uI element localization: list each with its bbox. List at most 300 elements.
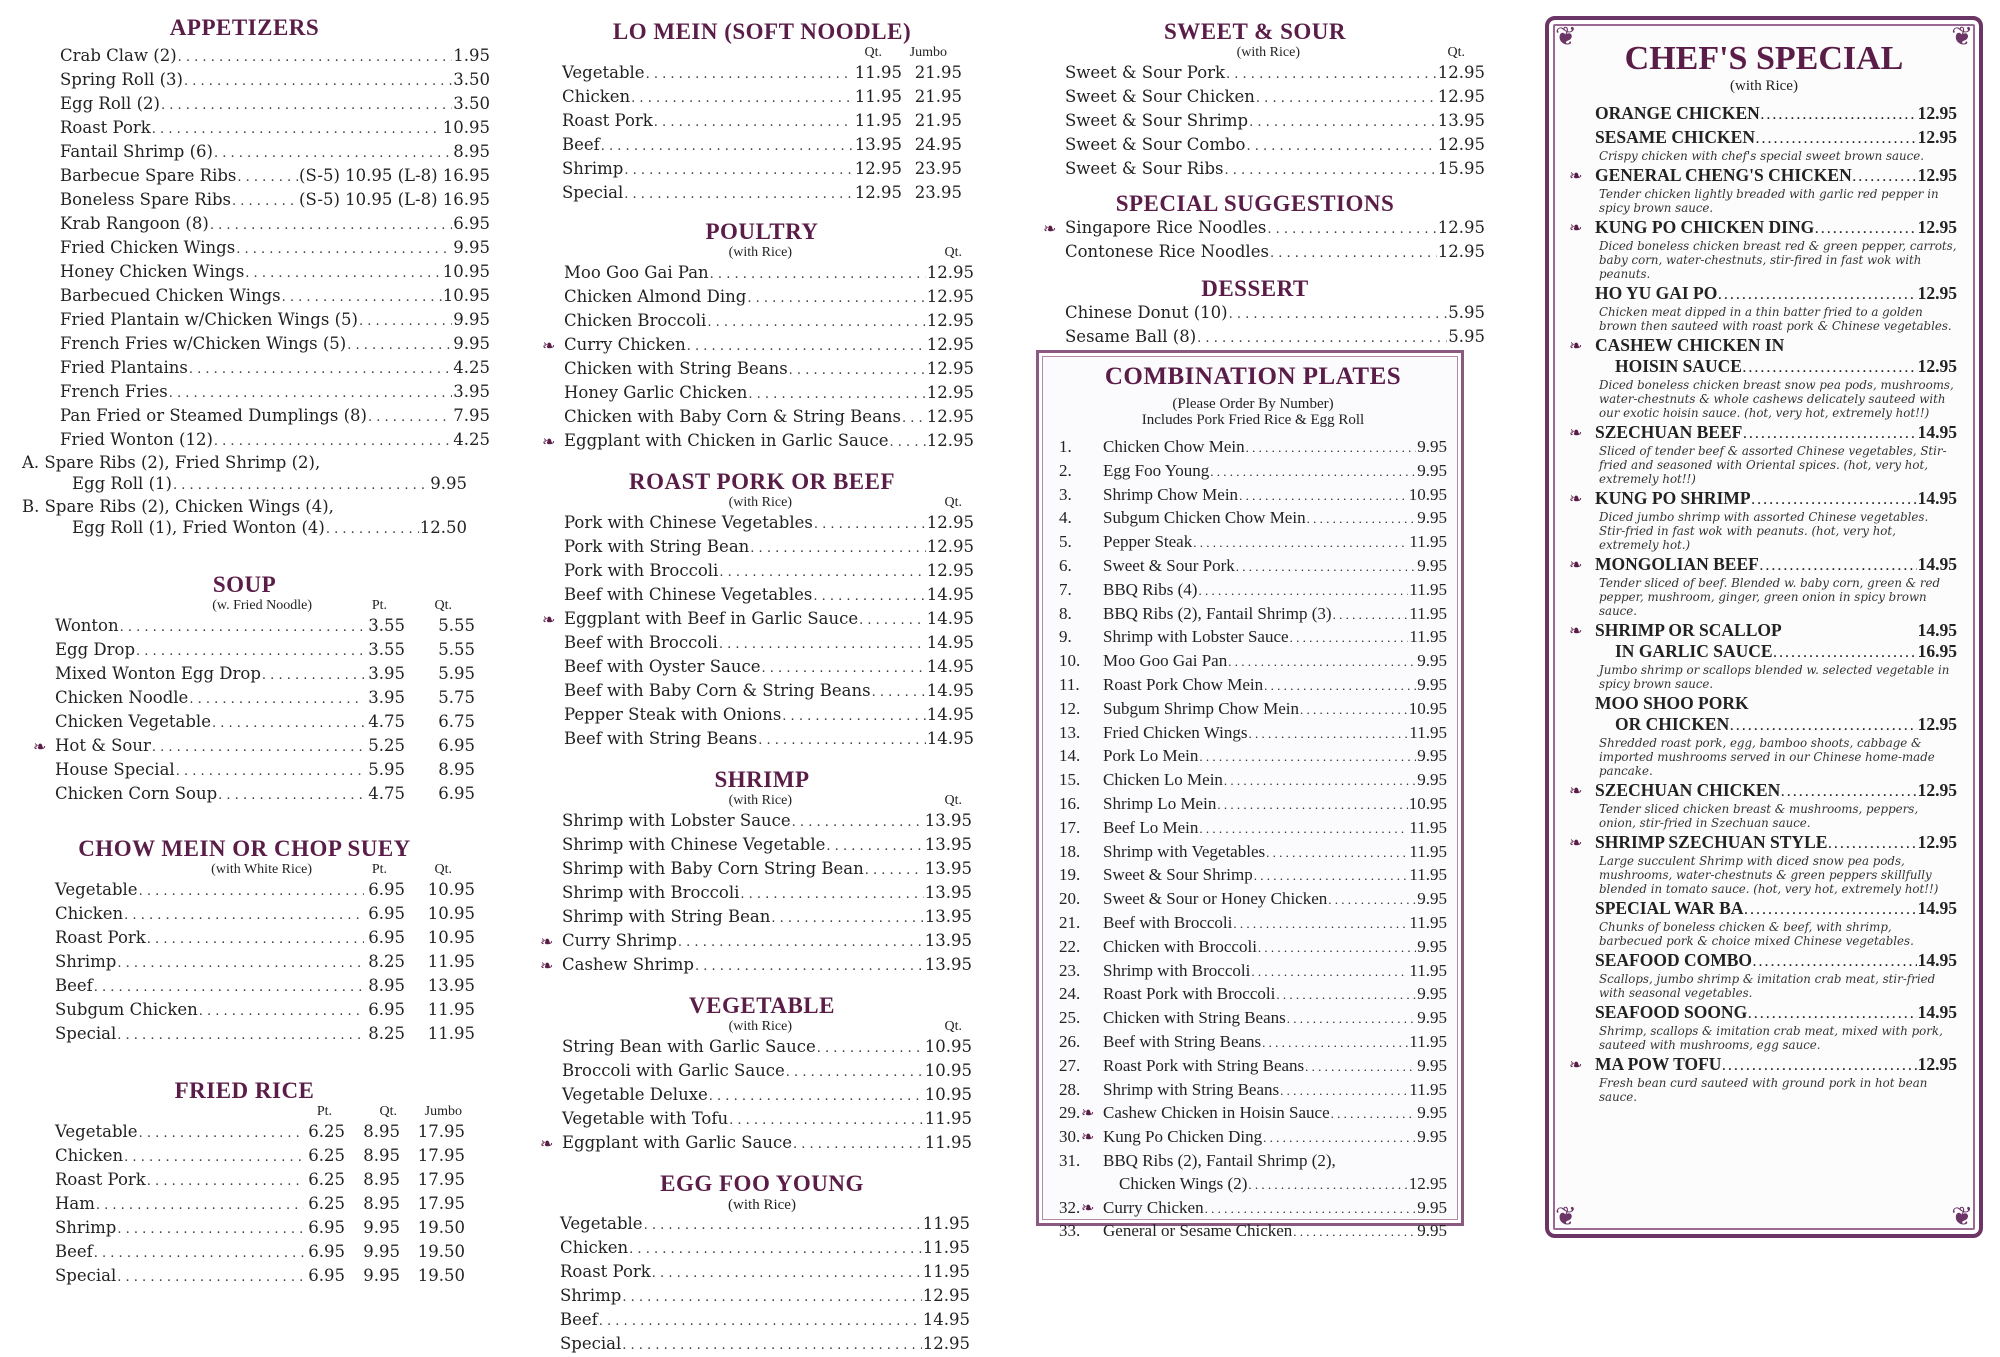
chef-special-item bbox=[1569, 488, 1957, 552]
chef-special-item bbox=[1569, 780, 1957, 830]
combo-item bbox=[1059, 1102, 1447, 1126]
menu-item bbox=[55, 663, 475, 687]
roast-pork-beef-col-qt: Qt. bbox=[944, 495, 962, 510]
dot-leader bbox=[189, 359, 452, 381]
combo-item bbox=[1059, 983, 1447, 1007]
hot-pepper-icon: ❧ bbox=[1569, 833, 1583, 852]
item-name: Pork with Chinese Vegetables bbox=[564, 513, 813, 532]
sweet-sour-col-qt: Qt. bbox=[1447, 45, 1465, 60]
combo-item bbox=[1059, 531, 1447, 555]
combo-name: Beef with String Beans bbox=[1103, 1031, 1262, 1051]
item-price: 10.95 bbox=[427, 880, 475, 899]
combo-b-line1: B. Spare Ribs (2), Chicken Wings (4), bbox=[22, 497, 334, 516]
menu-item bbox=[1065, 62, 1485, 86]
menu-item bbox=[55, 1265, 465, 1289]
menu-item bbox=[562, 158, 962, 182]
soup-list bbox=[22, 615, 475, 807]
menu-item bbox=[564, 656, 974, 680]
hot-pepper-icon: ❧ bbox=[1569, 336, 1583, 355]
combo-number: 33. bbox=[1059, 1221, 1081, 1241]
dot-leader bbox=[1258, 937, 1416, 960]
dot-leader bbox=[782, 706, 925, 728]
fried-rice-col-qt: Qt. bbox=[379, 1104, 397, 1119]
item-prices bbox=[305, 1145, 465, 1167]
menu-item bbox=[564, 680, 974, 704]
combo-item bbox=[1059, 841, 1447, 865]
dot-leader bbox=[1228, 651, 1416, 674]
lo-mein-col-jumbo: Jumbo bbox=[909, 45, 947, 60]
dot-leader bbox=[622, 1287, 921, 1309]
item-price: 8.95 bbox=[363, 1122, 400, 1141]
combo-number: 32. bbox=[1059, 1197, 1081, 1217]
item-price: 9.95 bbox=[363, 1242, 400, 1261]
item-name: Roast Pork bbox=[55, 1170, 146, 1189]
chef-item-head bbox=[1595, 166, 1957, 187]
combo-name: Chicken with String Beans bbox=[1103, 1008, 1286, 1028]
combo-name: Shrimp with Broccoli bbox=[1103, 960, 1251, 980]
combo-b-line2: Egg Roll (1), Fried Wonton (4) bbox=[72, 518, 325, 537]
dot-leader bbox=[793, 1134, 924, 1156]
dot-leader bbox=[1198, 580, 1408, 603]
dot-leader bbox=[214, 431, 452, 453]
item-name: Beef with Broccoli bbox=[564, 633, 718, 652]
menu-item bbox=[564, 512, 974, 536]
menu-item bbox=[564, 310, 974, 334]
dot-leader bbox=[1225, 160, 1437, 182]
chef-item-name: SHRIMP OR SCALLOP bbox=[1595, 620, 1782, 640]
menu-item bbox=[60, 261, 490, 285]
combo-item bbox=[1059, 1197, 1447, 1221]
chef-item-price: 12.95 bbox=[1917, 283, 1957, 303]
dot-leader bbox=[1300, 699, 1408, 722]
item-price: 11.95 bbox=[427, 1000, 475, 1019]
appetizers-list bbox=[22, 45, 490, 453]
dot-leader bbox=[161, 95, 452, 117]
hot-pepper-icon: ❧ bbox=[542, 336, 556, 355]
item-name: Roast Pork bbox=[562, 111, 653, 130]
chef-item-price: 12.95 bbox=[1917, 217, 1957, 237]
menu-item bbox=[540, 1132, 972, 1156]
item-price: 3.95 bbox=[368, 664, 405, 683]
menu-item bbox=[55, 1023, 475, 1047]
combo-name-line2: Chicken Wings (2) bbox=[1119, 1173, 1248, 1193]
item-price: 4.25 bbox=[453, 358, 490, 377]
chef-item-description: Fresh bean curd sauteed with ground pork in hot bean sauce. bbox=[1599, 1076, 1928, 1104]
item-price: 14.95 bbox=[926, 633, 974, 652]
item-price: 8.25 bbox=[368, 1024, 405, 1043]
roast-pork-beef-subtitle: (with Rice) bbox=[728, 495, 792, 510]
chef-item-description: Shredded roast pork, egg, bamboo shoots, cabbage & imported mushrooms served in our Chinese home-made pancake. bbox=[1599, 736, 1935, 778]
item-price: 12.95 bbox=[926, 263, 974, 282]
poultry-subtitle: (with Rice) bbox=[728, 245, 792, 260]
chef-item-price: 12.95 bbox=[1917, 103, 1957, 123]
combo-number: 7. bbox=[1059, 579, 1072, 599]
combo-item bbox=[1059, 888, 1447, 912]
item-price: 3.50 bbox=[453, 70, 490, 89]
lo-mein-col-qt: Qt. bbox=[864, 45, 882, 60]
combo-number: 24. bbox=[1059, 984, 1081, 1004]
hot-pepper-icon: ❧ bbox=[542, 610, 556, 629]
item-prices bbox=[854, 86, 962, 108]
chef-item-name: MOO SHOO PORK bbox=[1595, 693, 1749, 713]
chef-item-head bbox=[1595, 284, 1957, 305]
item-price: 13.95 bbox=[924, 883, 972, 902]
item-price: 12.95 bbox=[854, 159, 902, 178]
combo-item bbox=[1059, 1079, 1447, 1103]
item-price: 5.55 bbox=[438, 640, 475, 659]
dot-leader bbox=[1217, 794, 1407, 817]
combo-number: 5. bbox=[1059, 532, 1072, 552]
menu-item bbox=[560, 1285, 970, 1309]
item-price: 5.25 bbox=[368, 736, 405, 755]
hot-pepper-icon: ❧ bbox=[540, 932, 554, 951]
menu-item bbox=[562, 906, 972, 930]
combo-price: 10.95 bbox=[1408, 698, 1447, 718]
menu-item bbox=[564, 728, 974, 752]
item-name: Sweet & Sour Combo bbox=[1065, 135, 1246, 154]
combo-item bbox=[1059, 1055, 1447, 1079]
chef-item-name: CASHEW CHICKEN IN bbox=[1595, 335, 1785, 355]
dot-leader bbox=[1331, 1103, 1417, 1126]
dot-leader bbox=[1246, 437, 1417, 460]
special-suggestions-title: SPECIAL SUGGESTIONS bbox=[1115, 191, 1395, 216]
combo-number: 12. bbox=[1059, 698, 1081, 718]
item-name: Vegetable Deluxe bbox=[562, 1085, 708, 1104]
dot-leader bbox=[1718, 286, 1916, 305]
menu-item bbox=[564, 536, 974, 560]
item-name: String Bean with Garlic Sauce bbox=[562, 1037, 816, 1056]
item-price: 10.95 bbox=[427, 928, 475, 947]
combo-name: BBQ Ribs (2), Fantail Shrimp (3) bbox=[1103, 603, 1332, 623]
menu-item bbox=[60, 69, 490, 93]
item-prices bbox=[365, 1023, 475, 1045]
combo-name: Beef Lo Mein bbox=[1103, 817, 1199, 837]
chef-item-description: Jumbo shrimp or scallops blended w. selected vegetable in spicy brown sauce. bbox=[1599, 663, 1950, 691]
chef-item-price: 12.95 bbox=[1917, 127, 1957, 147]
item-name: Chicken bbox=[55, 904, 124, 923]
item-prices bbox=[305, 1217, 465, 1239]
chef-special-item bbox=[1595, 951, 1957, 1000]
combo-number: 22. bbox=[1059, 936, 1081, 956]
dot-leader bbox=[1229, 304, 1448, 326]
dot-leader bbox=[622, 1335, 921, 1357]
combo-price: 11.95 bbox=[1409, 627, 1447, 647]
item-name: French Fries bbox=[60, 382, 168, 401]
chef-item-description: Chicken meat dipped in a thin batter fried to a golden brown then sauteed with roast pork & Chinese vegetables. bbox=[1599, 305, 1952, 333]
item-name: Sweet & Sour Shrimp bbox=[1065, 111, 1249, 130]
appetizer-combo-a bbox=[22, 453, 467, 541]
dot-leader bbox=[1743, 425, 1916, 444]
menu-item bbox=[564, 382, 974, 406]
item-price: 14.95 bbox=[922, 1310, 970, 1329]
dot-leader bbox=[719, 634, 926, 656]
poultry-title: POULTRY bbox=[705, 219, 819, 244]
vegetable-col-qt: Qt. bbox=[944, 1019, 962, 1034]
menu-item bbox=[562, 110, 962, 134]
menu-item bbox=[55, 1145, 465, 1169]
menu-column-1 bbox=[22, 0, 490, 1289]
combo-name bbox=[1103, 1150, 1336, 1173]
combo-name: Chicken Chow Mein bbox=[1103, 437, 1245, 456]
item-name: French Fries w/Chicken Wings (5) bbox=[60, 334, 347, 353]
hot-pepper-icon: ❧ bbox=[1081, 1199, 1095, 1217]
dot-leader bbox=[178, 47, 453, 69]
dot-leader bbox=[94, 1243, 304, 1265]
combo-number: 14. bbox=[1059, 746, 1081, 766]
item-name: Vegetable with Tofu bbox=[562, 1109, 729, 1128]
menu-item bbox=[60, 93, 490, 117]
menu-item bbox=[55, 687, 475, 711]
item-price: 4.75 bbox=[368, 784, 405, 803]
dot-leader bbox=[1264, 675, 1416, 698]
combo-price: 11.95 bbox=[1409, 603, 1447, 623]
combo-name: Chicken Lo Mein bbox=[1103, 770, 1223, 790]
chef-item-price: 12.95 bbox=[1917, 832, 1957, 852]
item-price: 12.95 bbox=[926, 335, 974, 354]
item-price: 9.95 bbox=[453, 310, 490, 329]
dot-leader bbox=[1224, 770, 1416, 793]
dot-leader bbox=[1236, 556, 1417, 579]
dot-leader bbox=[117, 1025, 364, 1047]
item-name: Cashew Shrimp bbox=[562, 955, 694, 974]
dot-leader bbox=[1262, 1032, 1408, 1055]
hot-pepper-icon: ❧ bbox=[33, 737, 47, 756]
combo-price: 9.95 bbox=[1417, 508, 1447, 528]
combo-item bbox=[1059, 745, 1447, 769]
item-name: Mixed Wonton Egg Drop bbox=[55, 664, 261, 683]
chef-special-item bbox=[1569, 620, 1957, 691]
dot-leader bbox=[654, 112, 853, 134]
hot-pepper-icon: ❧ bbox=[1569, 423, 1583, 442]
dot-leader bbox=[1226, 64, 1437, 86]
lo-mein-list bbox=[552, 62, 962, 206]
dot-leader bbox=[729, 1110, 924, 1132]
item-price: 3.50 bbox=[453, 94, 490, 113]
chef-item-description: Shrimp, scallops & imitation crab meat, mixed with pork, sauteed with mushrooms, egg sauce. bbox=[1599, 1024, 1943, 1052]
dot-leader bbox=[859, 610, 926, 632]
chef-item-price: 14.95 bbox=[1917, 1002, 1957, 1022]
item-price: 6.25 bbox=[308, 1170, 345, 1189]
item-price: 12.95 bbox=[926, 311, 974, 330]
dot-leader bbox=[631, 88, 853, 110]
menu-item bbox=[55, 711, 475, 735]
chef-special-item bbox=[1569, 1054, 1957, 1104]
chef-item-head bbox=[1595, 621, 1957, 642]
dot-leader bbox=[813, 586, 925, 608]
item-name: Broccoli with Garlic Sauce bbox=[562, 1061, 785, 1080]
chef-item-head bbox=[1595, 781, 1957, 802]
dot-leader bbox=[709, 1086, 924, 1108]
menu-item bbox=[60, 357, 490, 381]
dot-leader bbox=[1748, 1005, 1916, 1024]
combo-item bbox=[1059, 793, 1447, 817]
hot-pepper-icon: ❧ bbox=[1569, 781, 1583, 800]
chef-item-head bbox=[1595, 899, 1957, 920]
item-name: Beef with Chinese Vegetables bbox=[564, 585, 813, 604]
item-price: 6.95 bbox=[308, 1266, 345, 1285]
sweet-sour-subtitle: (with Rice) bbox=[1236, 45, 1300, 60]
dot-leader bbox=[152, 119, 442, 141]
dot-leader bbox=[1193, 532, 1408, 555]
item-price: 23.95 bbox=[914, 183, 962, 202]
combo-name: Sweet & Sour Shrimp bbox=[1103, 865, 1253, 885]
combo-price: 9.95 bbox=[1417, 984, 1447, 1004]
item-price: 12.95 bbox=[922, 1286, 970, 1305]
item-price: 10.95 bbox=[442, 118, 490, 137]
item-price: 13.95 bbox=[924, 859, 972, 878]
combo-name: Subgum Shrimp Chow Mein bbox=[1103, 698, 1299, 718]
dot-leader bbox=[139, 881, 364, 903]
item-price: 17.95 bbox=[417, 1194, 465, 1213]
chef-special-item bbox=[1595, 104, 1957, 125]
combo-price: 11.95 bbox=[1409, 817, 1447, 837]
menu-item bbox=[560, 1333, 970, 1357]
menu-item bbox=[60, 405, 490, 429]
item-price: 8.95 bbox=[363, 1170, 400, 1189]
chef-special-item bbox=[1569, 335, 1957, 420]
menu-item bbox=[33, 735, 475, 759]
dot-leader bbox=[1744, 901, 1916, 920]
combination-list bbox=[1059, 436, 1447, 1244]
lo-mein-title: LO MEIN (SOFT NOODLE) bbox=[612, 19, 912, 44]
item-name: Krab Rangoon (8) bbox=[60, 214, 209, 233]
item-name: Contonese Rice Noodles bbox=[1065, 242, 1269, 261]
dessert-title: DESSERT bbox=[1201, 276, 1309, 301]
menu-item bbox=[55, 639, 475, 663]
chef-item-description: Diced jumbo shrimp with assorted Chinese vegetables. Stir-fried in fast wok with peanuts. (hot, very hot, extremely hot.) bbox=[1599, 510, 1929, 552]
combo-price: 10.95 bbox=[1408, 484, 1447, 504]
item-name: Egg Drop bbox=[55, 640, 136, 659]
combo-a-line2: Egg Roll (1) bbox=[72, 474, 172, 493]
item-name: Honey Garlic Chicken bbox=[564, 383, 748, 402]
dot-leader bbox=[120, 617, 364, 639]
chefs-special-subtitle: (with Rice) bbox=[1730, 78, 1798, 94]
item-name: Roast Pork bbox=[55, 928, 146, 947]
item-name: Special bbox=[55, 1266, 117, 1285]
item-price: 12.95 bbox=[926, 383, 974, 402]
combo-name: Egg Foo Young bbox=[1103, 460, 1210, 480]
dot-leader bbox=[1266, 842, 1408, 865]
menu-item bbox=[1065, 326, 1485, 350]
shrimp-subtitle: (with Rice) bbox=[728, 793, 792, 808]
item-price: 10.95 bbox=[924, 1085, 972, 1104]
menu-item bbox=[562, 182, 962, 206]
soup-title: SOUP bbox=[212, 572, 277, 597]
menu-item bbox=[542, 430, 974, 454]
chef-item-price: 16.95 bbox=[1917, 641, 1957, 661]
chef-item-description: Sliced of tender beef & assorted Chinese vegetables, Stir-fried and seasoned with Oriental spices. (hot, very hot, extremely hot!!) bbox=[1599, 444, 1947, 486]
chef-item-description: Scallops, jumbo shrimp & imitation crab meat, stir-fried with seasonal vegetables. bbox=[1599, 972, 1936, 1000]
item-name: Vegetable bbox=[562, 63, 645, 82]
item-price: 13.95 bbox=[427, 976, 475, 995]
combination-note2: Includes Pork Fried Rice & Egg Roll bbox=[1141, 412, 1365, 428]
combo-price: 9.95 bbox=[1417, 1197, 1447, 1217]
item-price: 7.95 bbox=[453, 406, 490, 425]
combo-price: 11.95 bbox=[1409, 532, 1447, 552]
dot-leader bbox=[748, 384, 925, 406]
item-price: 5.55 bbox=[438, 616, 475, 635]
dot-leader bbox=[1305, 1056, 1416, 1079]
corner-ornament-icon: ❦ bbox=[1555, 1202, 1577, 1232]
dot-leader bbox=[1333, 604, 1409, 627]
item-price: 13.95 bbox=[1437, 111, 1485, 130]
item-name: Shrimp bbox=[560, 1286, 622, 1305]
item-name: Shrimp with Baby Corn String Bean bbox=[562, 859, 864, 878]
dot-leader bbox=[184, 71, 452, 93]
item-name: Sweet & Sour Chicken bbox=[1065, 87, 1255, 106]
item-name: Shrimp bbox=[55, 1218, 117, 1237]
chefs-special-list bbox=[1549, 94, 1979, 1104]
menu-item bbox=[60, 285, 490, 309]
dot-leader bbox=[1270, 243, 1437, 265]
item-name: Chicken bbox=[562, 87, 631, 106]
item-name: Fantail Shrimp (6) bbox=[60, 142, 213, 161]
item-name: Moo Goo Gai Pan bbox=[564, 263, 709, 282]
dot-leader bbox=[117, 1267, 304, 1289]
menu-item bbox=[60, 237, 490, 261]
chef-item-head-2 bbox=[1595, 357, 1957, 378]
item-price: 14.95 bbox=[926, 585, 974, 604]
item-name: Fried Wonton (12) bbox=[60, 430, 213, 449]
chef-special-item bbox=[1569, 217, 1957, 281]
combo-price: 9.95 bbox=[1417, 651, 1447, 671]
menu-item bbox=[540, 930, 972, 954]
item-price: 11.95 bbox=[427, 1024, 475, 1043]
dot-leader bbox=[136, 641, 364, 663]
item-price: 12.95 bbox=[926, 407, 974, 426]
shrimp-col-qt: Qt. bbox=[944, 793, 962, 808]
menu-item bbox=[55, 975, 475, 999]
combo-price: 9.95 bbox=[1417, 1008, 1447, 1028]
dot-leader bbox=[890, 432, 926, 454]
item-prices bbox=[365, 639, 475, 661]
corner-ornament-icon: ❦ bbox=[1555, 22, 1577, 52]
combo-number: 2. bbox=[1059, 460, 1072, 480]
shrimp-title: SHRIMP bbox=[714, 767, 810, 792]
item-price: 14.95 bbox=[926, 681, 974, 700]
chef-item-price: 14.95 bbox=[1917, 620, 1957, 640]
sweet-sour-title: SWEET & SOUR bbox=[1164, 19, 1346, 44]
item-price: 21.95 bbox=[914, 63, 962, 82]
combo-name: BBQ Ribs (4) bbox=[1103, 579, 1198, 599]
chef-item-price: 12.95 bbox=[1917, 356, 1957, 376]
soup-subtitle: (w. Fried Noodle) bbox=[212, 598, 312, 613]
item-price: 17.95 bbox=[417, 1170, 465, 1189]
combo-item bbox=[1059, 1031, 1447, 1055]
item-price: 11.95 bbox=[854, 111, 902, 130]
menu-item bbox=[55, 759, 475, 783]
item-price: 8.95 bbox=[453, 142, 490, 161]
item-price: 12.95 bbox=[1437, 63, 1485, 82]
hot-pepper-icon: ❧ bbox=[1569, 1055, 1583, 1074]
chef-item-price: 14.95 bbox=[1917, 898, 1957, 918]
vegetable-list bbox=[540, 1036, 972, 1156]
appetizers-title: APPETIZERS bbox=[169, 15, 320, 40]
chef-item-head bbox=[1595, 104, 1957, 125]
item-name: Eggplant with Chicken in Garlic Sauce bbox=[564, 431, 889, 450]
combo-item bbox=[1059, 769, 1447, 793]
menu-item bbox=[1065, 86, 1485, 110]
vegetable-subtitle: (with Rice) bbox=[728, 1019, 792, 1034]
dot-leader bbox=[1760, 557, 1917, 576]
hot-pepper-icon: ❧ bbox=[1569, 621, 1583, 640]
item-price: 14.95 bbox=[926, 657, 974, 676]
chef-item-name: KUNG PO SHRIMP bbox=[1595, 488, 1751, 508]
dot-leader bbox=[865, 860, 924, 882]
item-price: 17.95 bbox=[417, 1146, 465, 1165]
combo-price: 9.95 bbox=[1417, 1055, 1447, 1075]
menu-item bbox=[562, 134, 962, 158]
